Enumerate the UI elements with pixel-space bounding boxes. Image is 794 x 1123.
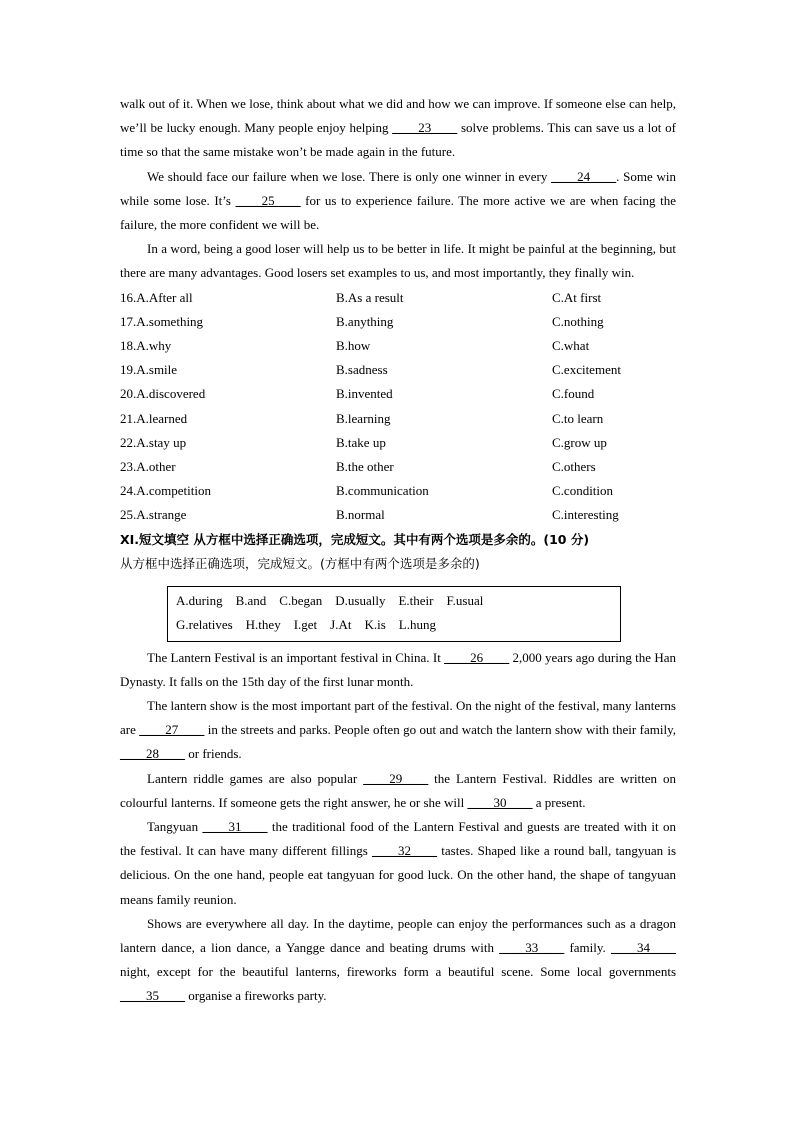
option-row <box>120 310 676 334</box>
paragraph-text: for us to experience failure. The more active we are when facing the failure, the more confident we will be. <box>120 192 676 233</box>
word-option: F.usual <box>446 592 484 608</box>
answer-blank: ____30____ <box>467 794 533 810</box>
word-option: K.is <box>364 616 386 632</box>
paragraph-text: in the streets and parks. People often go out and watch the lantern show with their family, <box>204 722 676 738</box>
option-b: B.anything <box>336 313 394 329</box>
passage2-paragraph-1 <box>120 646 676 694</box>
option-c: C.interesting <box>552 507 619 523</box>
answer-blank: ____25____ <box>235 192 301 208</box>
option-a: 25.A.strange <box>120 507 187 523</box>
option-a: 22.A.stay up <box>120 434 187 450</box>
word-option: L.hung <box>398 616 436 632</box>
option-b: B.sadness <box>336 362 388 378</box>
option-b: B.take up <box>336 434 386 450</box>
answer-blank: ____24____ <box>551 168 617 184</box>
answer-blank: ____34____ <box>611 939 676 955</box>
option-a: 19.A.smile <box>120 362 178 378</box>
option-row <box>120 503 676 527</box>
word-option: J.At <box>330 616 352 632</box>
word-option: A.during <box>176 592 223 608</box>
word-option: B.and <box>235 592 267 608</box>
paragraph-text: family. <box>564 939 611 955</box>
passage2-paragraph-5 <box>120 912 676 1009</box>
option-c: C.At first <box>552 289 602 305</box>
section-instruction: 从方框中选择正确选项，完成短文。(方框中有两个选项是多余的) <box>120 555 480 571</box>
paragraph-text: the Lantern Festival. Riddles are written on colourful lanterns. If someone gets the right answer, he or she will <box>120 770 677 810</box>
word-option: E.their <box>398 592 434 608</box>
passage2-paragraph-4 <box>120 815 676 912</box>
paragraph-text: 2,000 years ago during the Han Dynasty. It falls on the 15th day of the first lunar month. <box>120 649 677 689</box>
word-option: H.they <box>245 616 281 632</box>
option-row <box>120 479 676 503</box>
paragraph-text: We should face our failure when we lose. There is only one winner in every <box>147 168 552 184</box>
paragraph-text: organise a fireworks party. <box>185 988 327 1004</box>
word-option: D.usually <box>335 592 386 608</box>
option-a: 17.A.something <box>120 313 204 329</box>
paragraph-text: tastes. Shaped like a round ball, tangyuan is delicious. On the one hand, people eat tangyuan for good luck. On the other hand, the shape of tangyuan means family reunion. <box>120 843 676 907</box>
answer-blank: ____26____ <box>444 649 510 665</box>
answer-blank: ____23____ <box>392 120 458 136</box>
paragraph-text: The Lantern Festival is an important festival in China. It <box>147 649 445 665</box>
option-c: C.found <box>552 386 595 402</box>
paragraph-text: Tangyuan <box>147 818 203 834</box>
option-b: B.invented <box>336 386 393 402</box>
section-heading: XI.短文填空 从方框中选择正确选项，完成短文。其中有两个选项是多余的。(10 分) <box>120 531 590 547</box>
word-box-row-2 <box>176 613 620 637</box>
answer-blank: ____29____ <box>363 770 429 786</box>
option-b: B.the other <box>336 458 394 474</box>
option-c: C.others <box>552 458 596 474</box>
option-b: B.how <box>336 338 371 353</box>
option-b: B.As a result <box>336 289 404 305</box>
document-page <box>120 92 676 1009</box>
paragraph-text: walk out of it. When we lose, think about what we did and how we can improve. If someone else can help, we’ll be lucky enough. Many people enjoy helping <box>120 96 676 136</box>
word-option: I.get <box>293 616 318 632</box>
option-b: B.communication <box>336 483 429 499</box>
answer-blank: ____33____ <box>499 939 565 955</box>
word-option: C.began <box>279 592 323 608</box>
option-a: 18.A.why <box>120 338 172 353</box>
answer-blank: ____27____ <box>139 722 205 738</box>
passage1-paragraph-3: In a word, being a good loser will help us to be better in life. It might be painful at the beginning, but there are many advantages. Good losers set examples to us, and most importantly, they finally win. <box>120 241 676 281</box>
option-c: C.excitement <box>552 362 621 378</box>
options-list <box>120 286 676 528</box>
paragraph-text: The lantern show is the most important part of the festival. On the night of the festival, many lanterns are <box>120 697 676 738</box>
option-row <box>120 431 676 455</box>
word-option: G.relatives <box>176 616 233 632</box>
option-c: C.to learn <box>552 410 604 426</box>
paragraph-text: night, except for the beautiful lanterns, fireworks form a beautiful scene. Some local governments <box>120 964 676 980</box>
passage1-paragraph-1 <box>120 92 676 165</box>
passage2-paragraph-3 <box>120 767 676 815</box>
paragraph-text: Shows are everywhere all day. In the daytime, people can enjoy the performances such as a dragon lantern dance, a lion dance, a Yangge dance and beating drums with <box>120 915 676 955</box>
option-b: B.normal <box>336 507 385 523</box>
paragraph-text: Lantern riddle games are also popular <box>147 770 364 786</box>
word-box-row-1 <box>176 589 620 613</box>
option-row <box>120 334 676 358</box>
answer-blank: ____32____ <box>372 843 438 859</box>
paragraph-text: a present. <box>532 794 586 810</box>
option-row <box>120 407 676 431</box>
option-a: 21.A.learned <box>120 410 188 426</box>
option-row <box>120 455 676 479</box>
paragraph-text: the traditional food of the Lantern Festival and guests are treated with it on the festival. It can have many different fillings <box>120 818 676 859</box>
answer-blank: ____31____ <box>202 818 268 834</box>
option-a: 16.A.After all <box>120 289 193 305</box>
passage2-paragraph-2 <box>120 694 676 767</box>
passage1-paragraph-2 <box>120 165 676 238</box>
option-c: C.condition <box>552 483 614 499</box>
answer-blank: ____35____ <box>120 988 185 1004</box>
answer-blank: ____28____ <box>120 746 185 762</box>
option-row <box>120 286 676 310</box>
option-a: 20.A.discovered <box>120 386 206 402</box>
paragraph-text: . Some win while some lose. It’s <box>120 168 676 208</box>
option-b: B.learning <box>336 410 391 426</box>
paragraph-text: solve problems. This can save us a lot of time so that the same mistake won’t be made again in the future. <box>120 120 676 160</box>
word-box <box>167 586 621 642</box>
option-row <box>120 358 676 382</box>
paragraph-text: or friends. <box>185 746 242 762</box>
option-a: 24.A.competition <box>120 483 211 499</box>
option-c: C.grow up <box>552 434 607 450</box>
option-row <box>120 382 676 406</box>
option-a: 23.A.other <box>120 458 176 474</box>
option-c: C.nothing <box>552 313 604 329</box>
option-c: C.what <box>552 338 590 353</box>
